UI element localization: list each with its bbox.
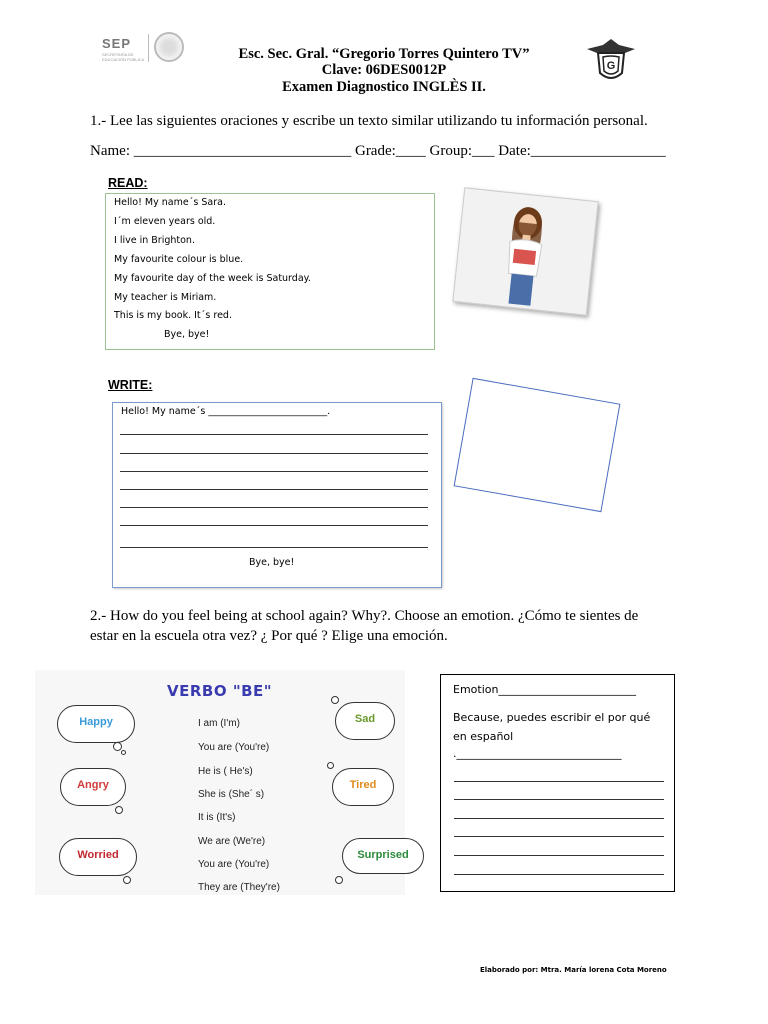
emotion-answer-box[interactable] [440,674,675,892]
answer-rule[interactable] [454,781,664,782]
write-rule[interactable] [120,525,428,526]
school-name: Esc. Sec. Gral. “Gregorio Torres Quintero TV” [238,46,530,62]
emotion-label-sad: Sad [354,713,376,725]
because-first-blank[interactable]: .______________________________ [453,747,622,760]
emotion-label-worried: Worried [77,849,119,861]
write-rule[interactable] [120,489,428,490]
cloud-puff [121,750,126,755]
cloud-puff [335,876,343,884]
write-first-line[interactable]: Hello! My name´s _________________________. [121,406,331,417]
answer-rule[interactable] [454,818,664,819]
cloud-sad [335,702,395,740]
author-footer: Elaborado por: Mtra. María lorena Cota Moreno [480,966,667,974]
write-rule[interactable] [120,547,428,548]
exam-title: Examen Diagnostico INGLÈS II. [282,79,486,95]
girl-illustration-icon [453,188,597,314]
cloud-puff [115,806,123,814]
answer-rule[interactable] [454,836,664,837]
read-line: I´m eleven years old. [114,216,216,227]
cloud-worried [59,838,137,876]
verb-be-emotions-image [35,670,409,895]
read-closing: Bye, bye! [164,329,210,340]
girl-photo [452,187,598,315]
write-closing: Bye, bye! [249,557,295,568]
read-line: This is my book. It´s red. [114,310,232,321]
cloud-tired [332,768,394,806]
cloud-puff [113,742,122,751]
question-2-line-2: estar en la escuela otra vez? ¿ Por qué ? Elige una emoción. [90,628,448,644]
question-1: 1.- Lee las siguientes oraciones y escribe un texto similar utilizando tu información personal. [90,113,648,129]
verb-be-title: VERBO "BE" [167,682,273,700]
because-label-line-1: Because, puedes escribir el por qué [453,711,651,724]
read-line: Hello! My name´s Sara. [114,197,227,208]
emotion-label-happy: Happy [79,716,113,728]
verb-conjugation: You are (You're) [198,859,270,870]
logo-divider [148,34,149,62]
verb-conjugation: It is (It's) [198,812,236,823]
sep-logo-text: SEP [102,36,132,51]
verb-conjugation: She is (She´ s) [198,789,265,800]
sep-logo [82,30,187,66]
write-title: WRITE: [108,378,153,392]
emotion-label-tired: Tired [349,779,377,791]
sep-logo-subtext: SECRETARÍA DE EDUCACIÓN PÚBLICA [102,52,145,62]
verb-conjugation: You are (You're) [198,742,270,753]
write-rule[interactable] [120,453,428,454]
emotion-label-angry: Angry [77,779,109,791]
read-line: I live in Brighton. [114,235,195,246]
verb-conjugation: I am (I'm) [198,718,240,729]
verb-conjugation: We are (We're) [198,836,266,847]
cloud-puff [331,696,339,704]
because-label-line-2: en español [453,730,514,743]
school-code: Clave: 06DES0012P [321,62,447,78]
student-info-line[interactable]: Name: _____________________________ Grade:____ Group:___ Date:__________________ [90,143,666,159]
write-rule[interactable] [120,471,428,472]
verb-conjugation: They are (They're) [198,882,280,893]
school-crest-icon [585,35,637,87]
cloud-surprised [342,838,424,874]
cloud-puff [123,876,131,884]
answer-rule[interactable] [454,855,664,856]
read-line: My favourite colour is blue. [114,254,244,265]
write-rule[interactable] [120,434,428,435]
read-line: My favourite day of the week is Saturday. [114,273,311,284]
emotion-field-label[interactable]: Emotion_________________________ [453,683,636,696]
cloud-happy [57,705,135,743]
read-line: My teacher is Miriam. [114,292,217,303]
blank-photo-frame[interactable] [454,378,621,512]
question-2-line-1: 2.- How do you feel being at school again? Why?. Choose an emotion. ¿Cómo te sientes de [90,608,639,624]
emotion-label-surprised: Surprised [357,849,409,861]
write-text-box[interactable] [112,402,442,588]
verb-conjugation: He is ( He's) [198,766,253,777]
read-title: READ: [108,176,148,190]
cloud-angry [60,768,126,806]
svg-text:G: G [606,60,616,72]
answer-rule[interactable] [454,874,664,875]
cloud-puff [327,762,334,769]
write-rule[interactable] [120,507,428,508]
read-text-box [105,193,435,350]
answer-rule[interactable] [454,799,664,800]
